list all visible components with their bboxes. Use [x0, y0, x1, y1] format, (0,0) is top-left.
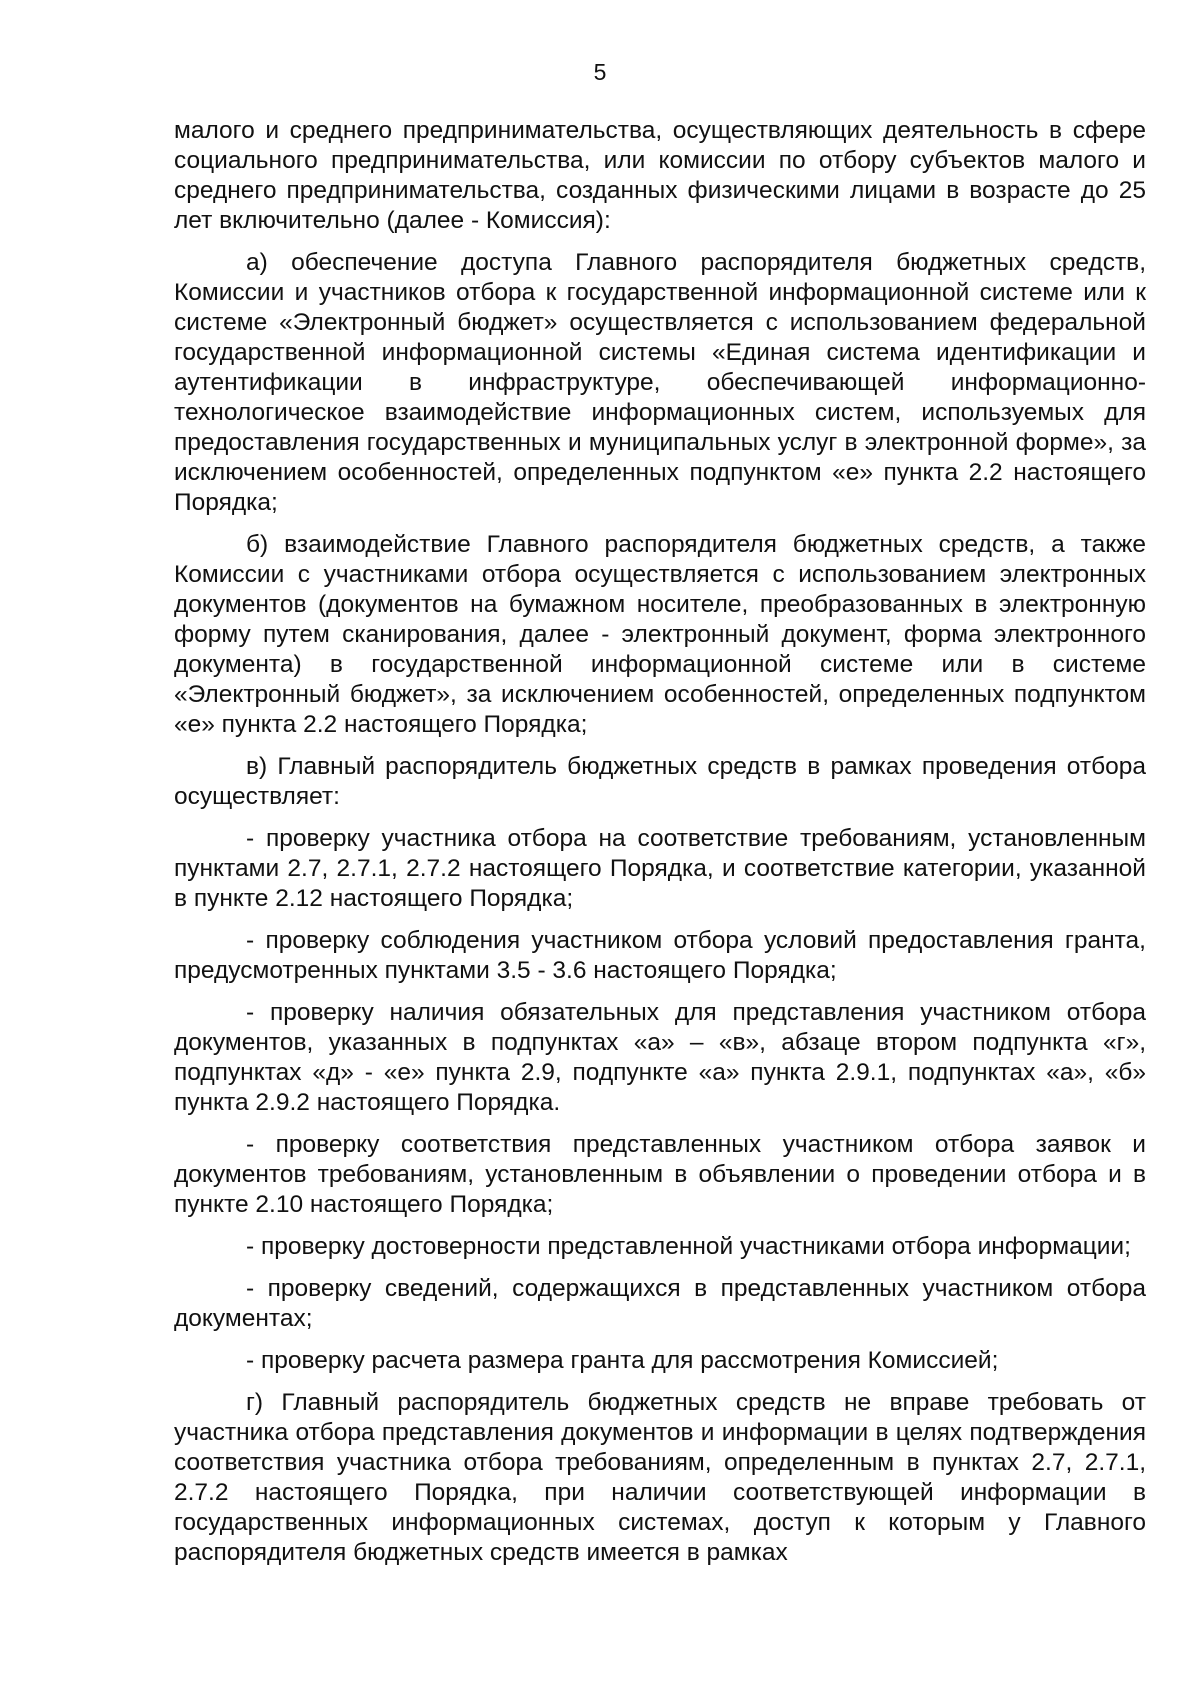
- document-body: [174, 116, 1146, 1580]
- paragraph-item-v: в) Главный распорядитель бюджетных средств в рамках проведения отбора осуществляет:: [174, 753, 1146, 810]
- page-number: 5: [593, 59, 607, 85]
- paragraph-item-a: а) обеспечение доступа Главного распорядителя бюджетных средств, Комиссии и участников отбора к государственной информационной системе или к системе «Электронный бюджет» осуществляется с использованием федеральной государственной информационной системы «Единая система идентификации и аутентификации в инфраструктуре, обеспечивающей информационно-технологическое взаимодействие информационных систем, используемых для предоставления государственных и муниципальных услуг в электронной форме», за исключением особенностей, определенных подпунктом «е» пункта 2.2 настоящего Порядка;: [174, 249, 1146, 516]
- list-item-check-reliability: - проверку достоверности представленной участниками отбора информации;: [246, 1233, 1131, 1260]
- list-item-check-compliance: - проверку соответствия представленных участником отбора заявок и документов требованиям, установленным в объявлении о проведении отбора и в пункте 2.10 настоящего Порядка;: [174, 1131, 1146, 1218]
- list-item-check-documents: - проверку наличия обязательных для представления участником отбора документов, указанных в подпунктах «а» – «в», абзаце втором подпункта «г», подпунктах «д» - «е» пункта 2.9, подпункте «а» пункта 2.9.1, подпунктах «а», «б» пункта 2.9.2 настоящего Порядка.: [174, 999, 1146, 1116]
- paragraph-item-b: б) взаимодействие Главного распорядителя бюджетных средств, а также Комиссии с участниками отбора осуществляется с использованием электронных документов (документов на бумажном носителе, преобразованных в электронную форму путем сканирования, далее - электронный документ, форма электронного документа) в государственной информационной системе или в системе «Электронный бюджет», за исключением особенностей, определенных подпунктом «е» пункта 2.2 настоящего Порядка;: [174, 531, 1146, 738]
- list-item-check-conditions: - проверку соблюдения участником отбора условий предоставления гранта, предусмотренных пунктами 3.5 - 3.6 настоящего Порядка;: [174, 927, 1146, 984]
- paragraph-item-g: г) Главный распорядитель бюджетных средств не вправе требовать от участника отбора представления документов и информации в целях подтверждения соответствия участника отбора требованиям, определенным в пунктах 2.7, 2.7.1, 2.7.2 настоящего Порядка, при наличии соответствующей информации в государственных информационных системах, доступ к которым у Главного распорядителя бюджетных средств имеется в рамках: [174, 1389, 1146, 1566]
- list-item-check-information: - проверку сведений, содержащихся в представленных участником отбора документах;: [174, 1275, 1146, 1332]
- list-item-check-participant: - проверку участника отбора на соответствие требованиям, установленным пунктами 2.7, 2.7.1, 2.7.2 настоящего Порядка, и соответствие категории, указанной в пункте 2.12 настоящего Порядка;: [174, 825, 1146, 912]
- list-item-check-calculation: - проверку расчета размера гранта для рассмотрения Комиссией;: [246, 1347, 999, 1374]
- paragraph-continuation: малого и среднего предпринимательства, осуществляющих деятельность в сфере социального предпринимательства, или комиссии по отбору субъектов малого и среднего предпринимательства, созданных физическими лицами в возрасте до 25 лет включительно (далее - Комиссия):: [174, 117, 1146, 234]
